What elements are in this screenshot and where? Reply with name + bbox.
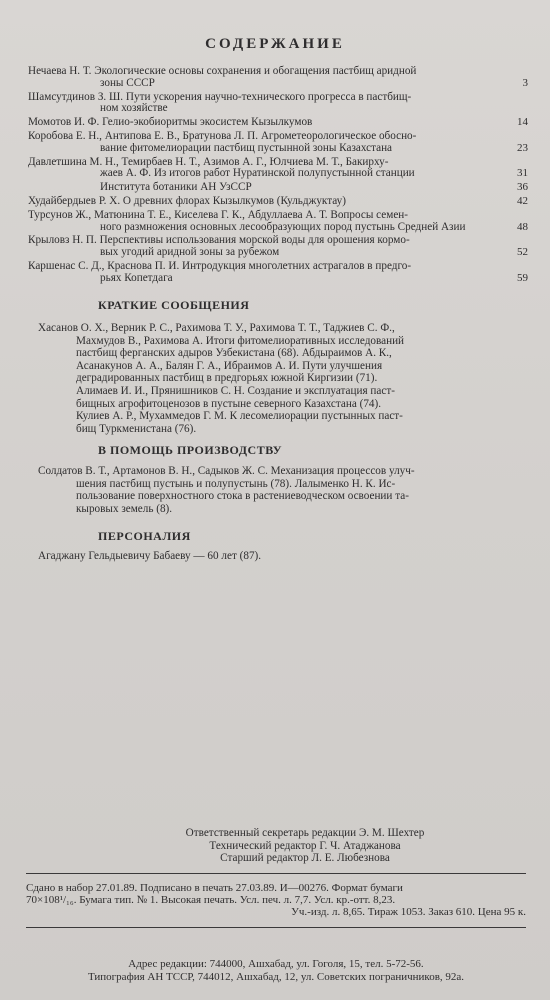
toc-entry-continuation: ного размножения основных лесообразующих пород пустынь Средней Азии xyxy=(100,220,466,233)
toc-entry xyxy=(28,261,528,285)
toc-entry-text: Худайбердыев Р. Х. О древних флорах Кызылкумов (Кульджуктау) xyxy=(28,194,346,207)
section-heading-personalia: ПЕРСОНАЛИЯ xyxy=(98,529,191,543)
toc-entry xyxy=(28,92,528,116)
credit-line: Технический редактор Г. Ч. Атаджанова xyxy=(209,839,401,852)
imprint-block xyxy=(26,882,526,919)
toc-entry-text: Момотов И. Ф. Гелио-экобиоритмы экосистем Кызылкумов xyxy=(28,116,313,129)
toc-entry xyxy=(28,131,528,155)
divider xyxy=(26,927,526,928)
toc-entry xyxy=(28,157,528,181)
toc-entry-text: Нечаева Н. Т. Экологические основы сохранения и обогащения пастбищ аридной xyxy=(28,65,417,77)
toc-entry-text: Крыловз Н. П. Перспективы использования морской воды для орошения кормо- xyxy=(28,234,410,247)
toc-entry-continuation: зоны СССР xyxy=(100,76,155,89)
text-line: деградированных пастбищ в предгорьях южной Киргизии (71). xyxy=(76,372,378,385)
text-line: Алимаев И. И., Прянишников С. Н. Создание и эксплуатация паст- xyxy=(76,384,395,397)
short-messages-block xyxy=(38,322,518,435)
toc-page-number: 36 xyxy=(517,181,528,194)
text-line: пастбищ ферганских адыров Узбекистана (68). Абдыраимов А. К., xyxy=(76,347,392,360)
table-of-contents xyxy=(28,66,528,287)
toc-page-number: 14 xyxy=(517,116,528,129)
credit-line: Ответственный секретарь редакции Э. М. Шехтер xyxy=(185,827,425,839)
text-line: шения пастбищ пустынь и полупустынь (78). Лалыменко Н. К. Ис- xyxy=(76,477,396,490)
toc-entry-continuation: ном хозяйстве xyxy=(100,102,168,115)
page-title: СОДЕРЖАНИЕ xyxy=(205,36,345,52)
toc-entry xyxy=(28,196,528,208)
text-line: кыровых земель (8). xyxy=(76,502,173,515)
section-heading-short-messages: КРАТКИЕ СООБЩЕНИЯ xyxy=(98,298,250,312)
text-line: бищных агрофитоценозов в пустыне северного Казахстана (74). xyxy=(76,397,382,410)
toc-entry-text: Турсунов Ж., Матюнина Т. Е., Киселева Г. К., Абдуллаева А. Т. Вопросы семен- xyxy=(28,208,408,221)
toc-entry-text: Коробова Е. Н., Антипова Е. В., Братунова Л. П. Агрометеорологическое обосно- xyxy=(28,129,417,142)
text-line: бищ Туркменистана (76). xyxy=(76,422,197,435)
section-heading-production: В ПОМОЩЬ ПРОИЗВОДСТВУ xyxy=(98,443,283,457)
imprint-line: 70×108¹/₁₆. Бумага тип. № 1. Высокая печать. Усл. печ. л. 7,7. Усл. кр.-отт. 8,23. xyxy=(26,894,396,907)
imprint-line: Сдано в набор 27.01.89. Подписано в печать 27.03.89. И—00276. Формат бумаги xyxy=(26,882,403,894)
toc-entry-text: Давлетшина М. Н., Темирбаев Н. Т., Азимов А. Г., Юлчиева М. Т., Бакирху- xyxy=(28,155,389,168)
text-line: Махмудов В., Рахимова А. Итоги фитомелиоративных исследований xyxy=(76,334,405,347)
toc-entry xyxy=(28,182,528,194)
text-line: пользование поверхностного стока в растениеводческом освоении та- xyxy=(76,490,409,503)
text-line: Агаджану Гельдыевичу Бабаеву — 60 лет (87). xyxy=(38,550,262,562)
toc-entry-continuation: рьях Копетдага xyxy=(100,271,173,284)
imprint-line: Уч.-изд. л. 8,65. Тираж 1053. Заказ 610. Цена 95 к. xyxy=(291,906,526,919)
toc-page-number: 23 xyxy=(517,141,528,154)
toc-entry xyxy=(28,235,528,259)
text-line: Солдатов В. Т., Артамонов В. Н., Садыков Ж. С. Механизация процессов улуч- xyxy=(38,465,415,477)
toc-entry-continuation: вых угодий аридной зоны за рубежом xyxy=(100,246,280,259)
credit-line: Старший редактор Л. Е. Любезнова xyxy=(220,852,390,865)
toc-entry-text: Шамсутдинов З. Ш. Пути ускорения научно-технического прогресса в пастбищ- xyxy=(28,90,412,103)
text-line: Кулиев А. Р., Мухаммедов Г. М. К лесомелиорации пустынных паст- xyxy=(76,410,403,423)
toc-entry xyxy=(28,66,528,90)
address-line: Адрес редакции: 744000, Ашхабад, ул. Гоголя, 15, тел. 5-72-56. xyxy=(128,958,424,970)
editorial-credits xyxy=(140,827,470,865)
toc-page-number: 59 xyxy=(517,271,528,284)
toc-entry-text: Институтa ботаники АН УзССР xyxy=(100,181,252,194)
divider xyxy=(26,873,526,874)
personalia-block xyxy=(38,550,518,563)
toc-page-number: 3 xyxy=(522,76,528,89)
toc-page-number: 31 xyxy=(517,167,528,180)
address-block xyxy=(26,958,526,983)
toc-entry xyxy=(28,117,528,129)
toc-page-number: 52 xyxy=(517,246,528,259)
toc-entry-continuation: вание фитомелиорации пастбищ пустынной зоны Казахстана xyxy=(100,141,393,154)
production-block xyxy=(38,465,518,515)
toc-entry xyxy=(28,210,528,234)
toc-entry-continuation: жаев А. Ф. Из итогов работ Нуратинской полупустынной станции xyxy=(100,167,415,180)
toc-entry-text: Каршенас С. Д., Краснова П. И. Интродукция многолетних астрагалов в предго- xyxy=(28,259,412,272)
toc-page-number: 48 xyxy=(517,220,528,233)
text-line: Асанакунов А. А., Балян Г. А., Ибраимов А. И. Пути улучшения xyxy=(76,359,383,372)
address-line: Типография АН ТССР, 744012, Ашхабад, 12, ул. Советских пограничников, 92а. xyxy=(87,970,465,983)
toc-page-number: 42 xyxy=(517,194,528,207)
text-line: Хасанов О. Х., Верник Р. С., Рахимова Т. У., Рахимова Т. Т., Таджиев С. Ф., xyxy=(38,322,395,334)
